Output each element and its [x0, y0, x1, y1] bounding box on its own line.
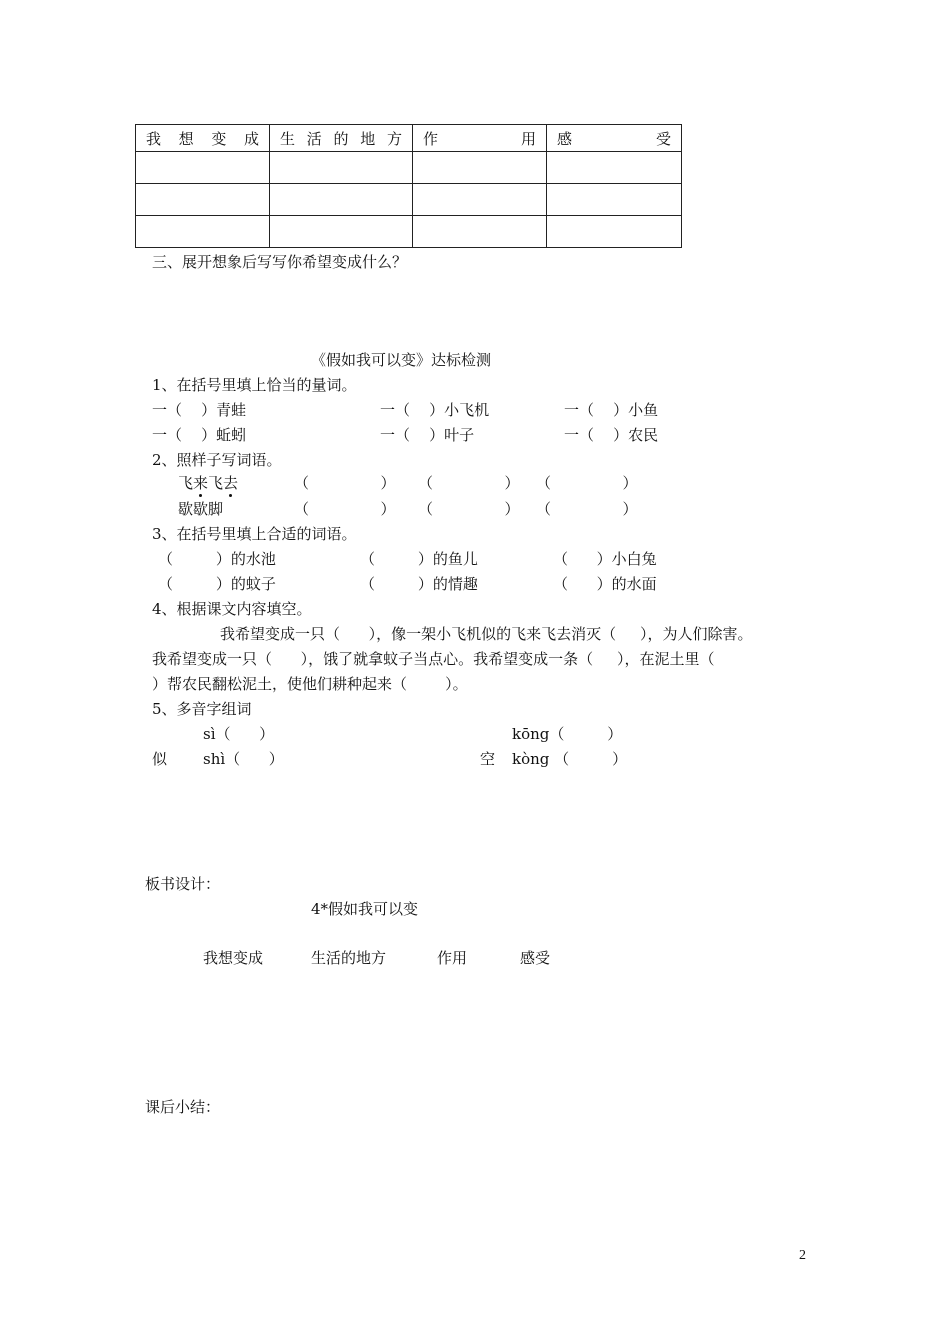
- q5-char: 似: [152, 750, 168, 768]
- board-item: 感受: [520, 949, 551, 967]
- q1-item: 一（ ）青蛙: [152, 401, 247, 419]
- table-cell: [547, 216, 682, 248]
- table-header-cell: [413, 125, 547, 152]
- header-char: 想: [178, 129, 194, 148]
- header-char: 生: [280, 129, 296, 148]
- table-row: [136, 216, 682, 248]
- q1-item: 一（ ）农民: [564, 426, 659, 444]
- table-cell: [547, 184, 682, 216]
- header-char: 受: [655, 129, 671, 148]
- q1-item: 一（ ）小飞机: [380, 401, 490, 419]
- board-item: 生活的地方: [311, 949, 387, 967]
- q4-line: 我希望变成一只（ ），饿了就拿蚊子当点心。我希望变成一条（ ），在泥土里（: [152, 650, 715, 668]
- table-cell: [413, 216, 547, 248]
- header-char: 我: [146, 129, 162, 148]
- table-header-cell: [136, 125, 270, 152]
- q2-blank: （ ）: [536, 474, 638, 492]
- header-char: 方: [386, 129, 402, 148]
- example-char: 飞: [178, 474, 194, 492]
- header-text: [557, 128, 671, 149]
- q3-item: （ ）小白兔: [553, 550, 657, 568]
- header-char: 感: [557, 129, 573, 148]
- example-char: 飞: [208, 474, 224, 492]
- q5-pinyin: shì（ ）: [203, 750, 284, 768]
- header-char: 变: [211, 129, 227, 148]
- header-char: 的: [333, 129, 349, 148]
- board-item: 作用: [437, 949, 468, 967]
- q2-blank: （ ）: [418, 474, 520, 492]
- table-cell: [413, 152, 547, 184]
- header-text: [146, 128, 259, 149]
- header-char: 成: [243, 129, 259, 148]
- q2-blank: （ ）: [418, 500, 520, 518]
- table-cell: [136, 184, 270, 216]
- q3-item: （ ）的蚊子: [158, 575, 276, 593]
- board-item: 我想变成: [203, 949, 264, 967]
- q5-pinyin: sì（ ）: [203, 725, 275, 743]
- q5-pinyin: kòng （ ）: [512, 750, 628, 768]
- q3-heading: 3、在括号里填上合适的词语。: [152, 525, 357, 543]
- header-char: 活: [306, 129, 322, 148]
- q4-heading: 4、根据课文内容填空。: [152, 600, 312, 618]
- q2-blank: （ ）: [536, 500, 638, 518]
- q3-item: （ ）的情趣: [360, 575, 478, 593]
- table-cell: [270, 184, 413, 216]
- q2-blank: （ ）: [294, 500, 396, 518]
- q2-heading: 2、照样子写词语。: [152, 451, 282, 469]
- table-cell: [413, 184, 547, 216]
- q2-example-1: [178, 473, 238, 493]
- q3-item: （ ）的水池: [158, 550, 276, 568]
- table-header-cell: [547, 125, 682, 152]
- table-row: [136, 152, 682, 184]
- q1-item: 一（ ）蚯蚓: [152, 426, 247, 444]
- header-text: [280, 128, 402, 149]
- board-label: 板书设计：: [145, 875, 221, 893]
- table-cell: [136, 216, 270, 248]
- header-char: 作: [423, 129, 439, 148]
- fill-table: [135, 124, 682, 248]
- q2-blank: （ ）: [294, 474, 396, 492]
- q3-item: （ ）的水面: [553, 575, 657, 593]
- q1-item: 一（ ）小鱼: [564, 401, 659, 419]
- q1-heading: 1、在括号里填上恰当的量词。: [152, 376, 357, 394]
- q5-heading: 5、多音字组词: [152, 700, 252, 718]
- header-char: 地: [360, 129, 376, 148]
- table-cell: [547, 152, 682, 184]
- summary-label: 课后小结：: [145, 1098, 221, 1116]
- example-char-dotted: 来: [193, 474, 209, 492]
- table-row: [136, 184, 682, 216]
- header-char: 用: [520, 129, 536, 148]
- page-number: 2: [799, 1248, 806, 1263]
- q2-example-2: 歇歇脚: [178, 500, 224, 518]
- table-cell: [270, 216, 413, 248]
- q3-item: （ ）的鱼儿: [360, 550, 478, 568]
- q1-item: 一（ ）叶子: [380, 426, 475, 444]
- table-cell: [270, 152, 413, 184]
- quiz-title: 《假如我可以变》达标检测: [311, 351, 492, 369]
- table-header-row: [136, 125, 682, 152]
- table-cell: [136, 152, 270, 184]
- header-text: [423, 128, 536, 149]
- section3-prompt: 三、展开想象后写写你希望变成什么？: [152, 253, 408, 271]
- example-char-dotted: 去: [223, 474, 239, 492]
- board-title: 4*假如我可以变: [311, 900, 419, 918]
- q5-char: 空: [480, 750, 496, 768]
- q5-pinyin: kōng（ ）: [512, 725, 623, 743]
- table-header-cell: [270, 125, 413, 152]
- q4-line: ）帮农民翻松泥土，使他们耕种起来（ ）。: [152, 675, 468, 693]
- q4-line: 我希望变成一只（ ），像一架小飞机似的飞来飞去消灭（ ），为人们除害。: [220, 625, 753, 643]
